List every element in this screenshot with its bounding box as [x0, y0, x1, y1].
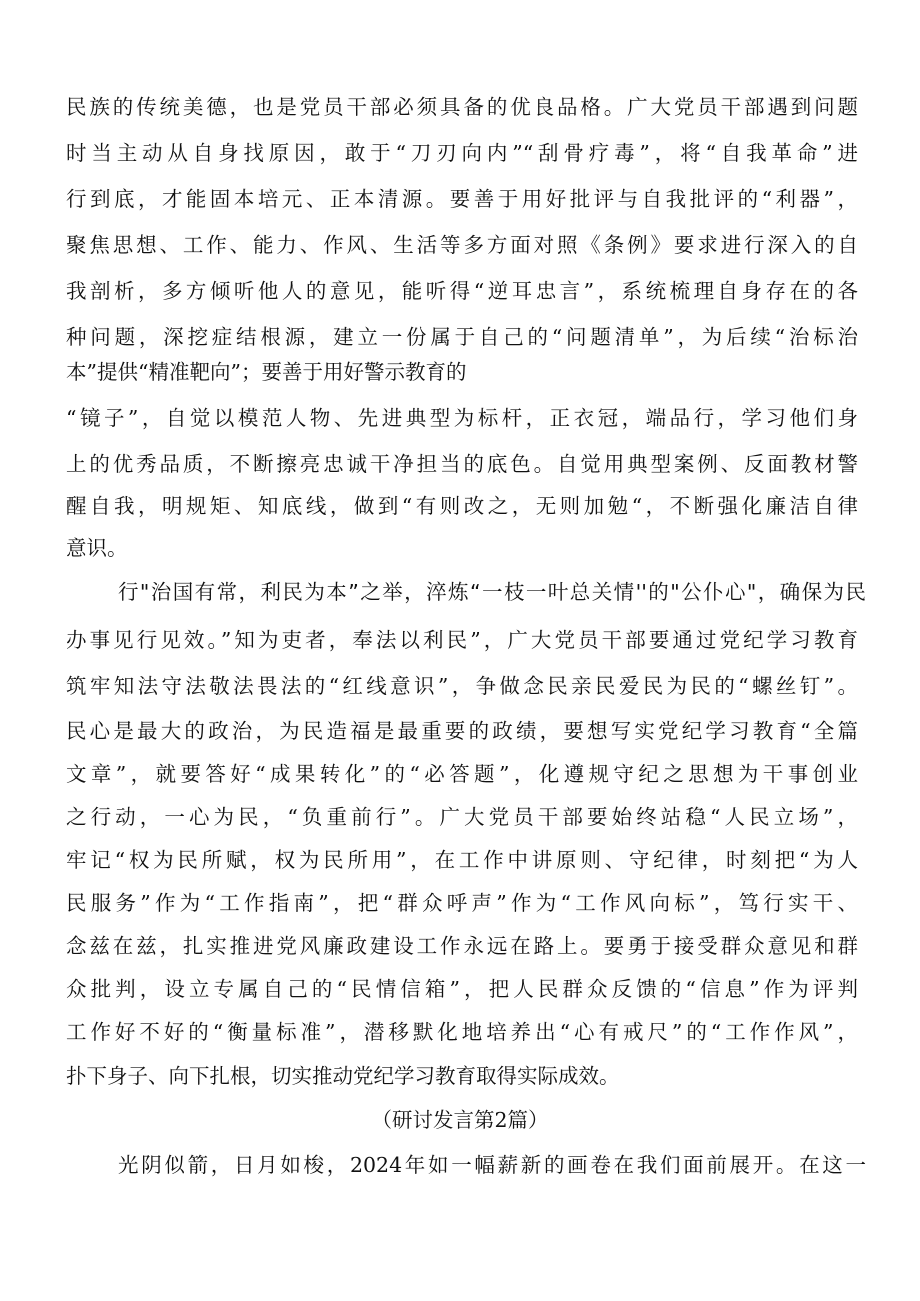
paragraph-2-line-2: 办事见行见效。”知为吏者，奉法以利民”，广大党员干部要通过党纪学习教育 [66, 628, 858, 652]
paragraph-1-line-5: 我剖析，多方倾听他人的意见，能听得“逆耳忠言”，系统梳理自身存在的各 [66, 279, 858, 303]
section-heading: （研讨发言第2篇） [371, 1108, 549, 1132]
paragraph-2-line-10: 众批判，设立专属自己的“民情信箱”，把人民群众反馈的“信息”作为评判 [66, 977, 858, 1001]
paragraph-1-line-7: 本”提供“精准靶向”；要善于用好警示教育的 [66, 360, 467, 384]
paragraph-2-line-1: 行"治国有常，利民为本”之举，淬炼“一枝一叶总关情''的"公仆心"，确保为民 [118, 580, 866, 604]
paragraph-2-line-3: 筑牢知法守法敬法畏法的“红线意识”，争做念民亲民爱民为民的“螺丝钉”。 [66, 674, 858, 698]
paragraph-2-line-8: 民服务”作为“工作指南”，把“群众呼声”作为“工作风向标”，笃行实干、 [66, 891, 858, 915]
paragraph-2-line-9: 念兹在兹，扎实推进党风廉政建设工作永远在路上。要勇于接受群众意见和群 [66, 934, 858, 958]
paragraph-3-line-1: 光阴似箭，日月如梭，2024年如一幅薪新的画卷在我们面前展开。在这一 [118, 1153, 866, 1177]
paragraph-2-line-6: 之行动，一心为民，“负重前行”。广大党员干部要始终站稳“人民立场”， [66, 805, 858, 829]
paragraph-2-line-7: 牢记“权为民所赋，权为民所用”，在工作中讲原则、守纪律，时刻把“为人 [66, 848, 858, 872]
paragraph-2-line-11: 工作好不好的“衡量标准”，潜移默化地培养出“心有戒尺”的“工作作风”， [66, 1020, 858, 1044]
paragraph-1-line-11: 意识。 [66, 536, 128, 560]
paragraph-1-line-2: 时当主动从自身找原因，敢于“刀刃向内”“刮骨疗毒”，将“自我革命”进 [66, 141, 858, 165]
paragraph-1-line-4: 聚焦思想、工作、能力、作风、生活等多方面对照《条例》要求进行深入的自 [66, 233, 858, 257]
paragraph-1-line-8: “镜子”，自觉以模范人物、先进典型为标杆，正衣冠，端品行，学习他们身 [66, 406, 858, 430]
paragraph-1-line-10: 醒自我，明规矩、知底线，做到“有则改之，无则加勉“，不断强化廉洁自律 [66, 494, 858, 518]
paragraph-1-line-1: 民族的传统美德，也是党员干部必须具备的优良品格。广大党员干部遇到问题 [66, 95, 858, 119]
paragraph-1-line-3: 行到底，才能固本培元、正本清源。要善于用好批评与自我批评的“利器”， [66, 187, 858, 211]
paragraph-1-line-6: 种问题，深挖症结根源，建立一份属于自己的“问题清单”，为后续“治标治 [66, 325, 858, 349]
paragraph-1-line-9: 上的优秀品质，不断擦亮忠诚干净担当的底色。自觉用典型案例、反面教材警 [66, 452, 858, 476]
paragraph-2-line-5: 文章”，就要答好“成果转化”的“必答题”，化遵规守纪之思想为干事创业 [66, 762, 858, 786]
paragraph-2-line-4: 民心是最大的政治，为民造福是最重要的政绩，要想写实党纪学习教育“全篇 [66, 719, 858, 743]
paragraph-2-line-12: 扑下身子、向下扎根，切实推动党纪学习教育取得实际成效。 [66, 1064, 620, 1088]
